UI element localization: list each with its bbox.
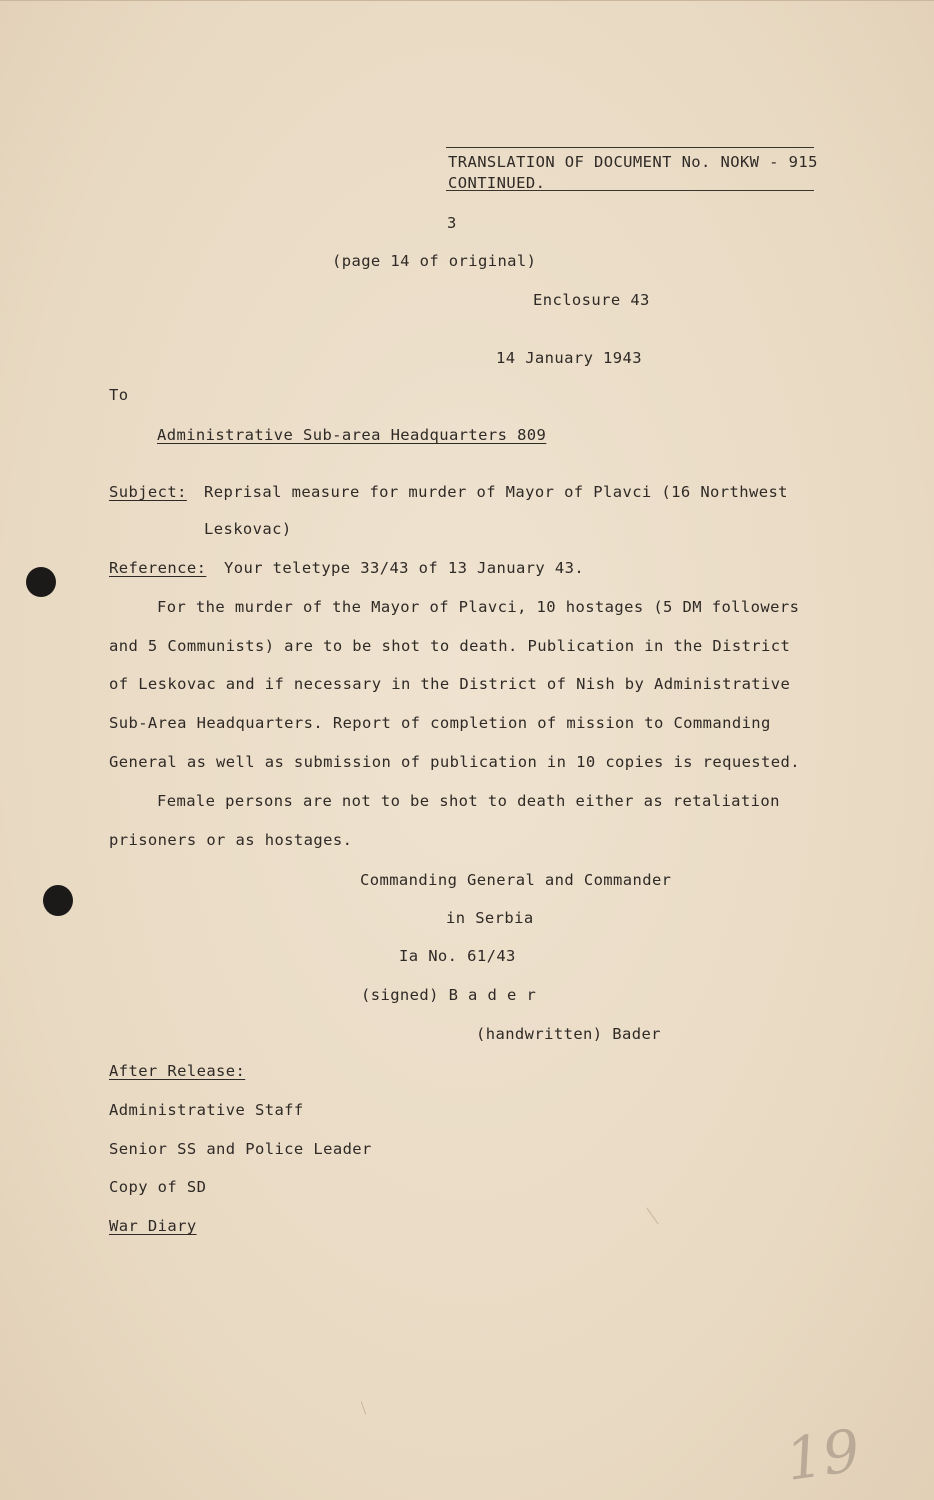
- distribution-label: After Release:: [109, 1062, 246, 1080]
- body-para1-line2: and 5 Communists) are to be shot to death. Publication in the District: [109, 637, 791, 655]
- distribution-item: Administrative Staff: [109, 1101, 304, 1119]
- signature-file-number: Ia No. 61/43: [399, 947, 516, 965]
- body-para2-line1: Female persons are not to be shot to death either as retaliation: [157, 792, 780, 810]
- signature-signed: (signed) B a d e r: [361, 986, 537, 1004]
- subject-line2: Leskovac): [204, 520, 292, 538]
- body-para1-line5: General as well as submission of publication in 10 copies is requested.: [109, 753, 800, 771]
- body-para1-line3: of Leskovac and if necessary in the District of Nish by Administrative: [109, 675, 791, 693]
- subject-line1: Reprisal measure for murder of Mayor of Plavci (16 Northwest: [204, 483, 788, 501]
- reference-text: Your teletype 33/43 of 13 January 43.: [224, 559, 585, 577]
- signature-region: in Serbia: [446, 909, 534, 927]
- header-title-line1: TRANSLATION OF DOCUMENT No. NOKW - 915: [448, 153, 818, 171]
- paper-mark: [646, 1208, 658, 1225]
- page-marker: 3: [447, 214, 457, 232]
- distribution-item: Senior SS and Police Leader: [109, 1140, 372, 1158]
- handwritten-page-number: 19: [781, 1416, 865, 1494]
- body-para2-line2: prisoners or as hostages.: [109, 831, 353, 849]
- original-page-note: (page 14 of original): [332, 252, 537, 270]
- to-label: To: [109, 386, 129, 404]
- signature-handwritten: (handwritten) Bader: [476, 1025, 661, 1043]
- document-date: 14 January 1943: [496, 349, 642, 367]
- subject-label: Subject:: [109, 483, 187, 501]
- reference-label: Reference:: [109, 559, 207, 577]
- signature-title: Commanding General and Commander: [360, 871, 672, 889]
- enclosure-label: Enclosure 43: [533, 291, 650, 309]
- header-title-line2: CONTINUED.: [448, 174, 546, 192]
- distribution-item: Copy of SD: [109, 1178, 207, 1196]
- body-para1-line4: Sub-Area Headquarters. Report of completion of mission to Commanding: [109, 714, 771, 732]
- paper-mark: [361, 1401, 367, 1414]
- punch-hole-top: [26, 567, 56, 597]
- distribution-item: War Diary: [109, 1217, 197, 1235]
- addressee: Administrative Sub-area Headquarters 809: [157, 426, 547, 444]
- body-para1-line1: For the murder of the Mayor of Plavci, 10 hostages (5 DM followers: [157, 598, 800, 616]
- punch-hole-bottom: [43, 885, 73, 916]
